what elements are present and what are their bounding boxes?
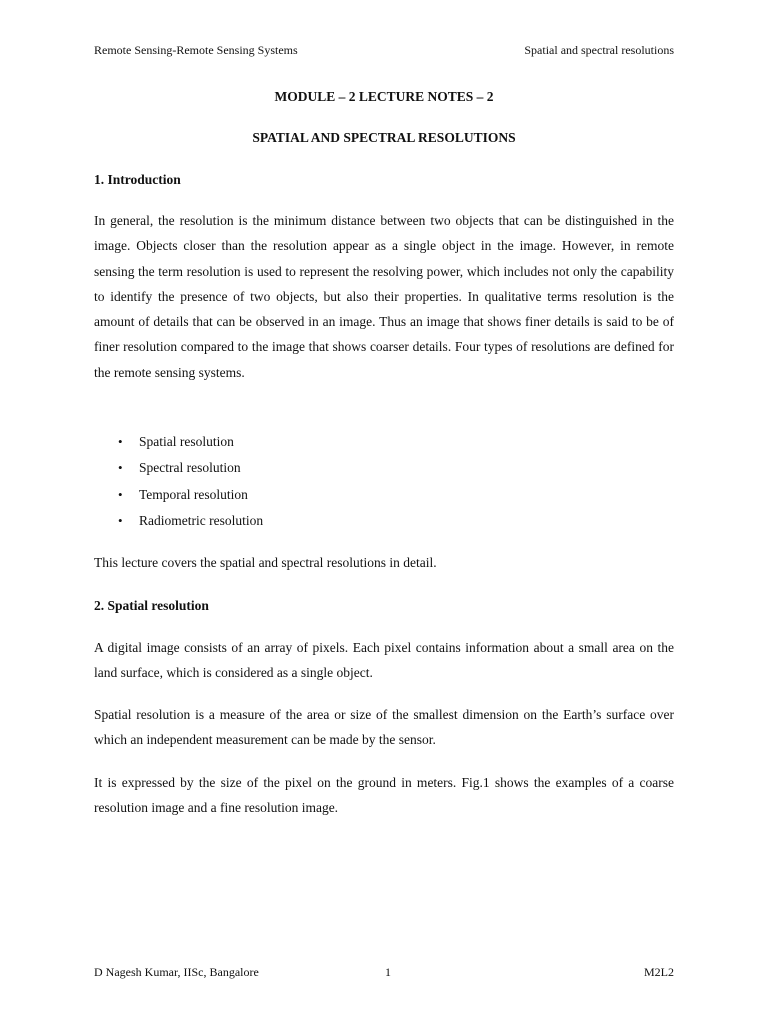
list-item-label: Radiometric resolution	[139, 512, 264, 528]
list-item	[94, 431, 674, 457]
bullet-icon: •	[118, 460, 123, 476]
introduction-closing-paragraph: This lecture covers the spatial and spectral resolutions in detail.	[94, 555, 437, 570]
spatial-paragraph-3: It is expressed by the size of the pixel on the ground in meters. Fig.1 shows the examples of a coarse resolution image and a fine resolution image.	[94, 775, 674, 816]
bullet-icon: •	[118, 434, 123, 449]
bullet-icon: •	[118, 512, 123, 528]
spatial-paragraph-1: A digital image consists of an array of pixels. Each pixel contains information about a small area on the land surface, which is considered as a single object.	[94, 640, 674, 681]
resolution-types-list	[94, 431, 674, 536]
footer-author: D Nagesh Kumar, IISc, Bangalore	[94, 965, 259, 979]
list-item-label: Spatial resolution	[139, 434, 234, 449]
section-heading-spatial-resolution: 2. Spatial resolution	[94, 598, 209, 613]
module-title: MODULE – 2 LECTURE NOTES – 2	[274, 89, 494, 104]
page-title: SPATIAL AND SPECTRAL RESOLUTIONS	[252, 130, 516, 145]
running-header-left: Remote Sensing-Remote Sensing Systems	[94, 43, 298, 57]
list-item	[94, 484, 674, 510]
spatial-paragraph-2: Spatial resolution is a measure of the area or size of the smallest dimension on the Earth’s surface over which an independent measurement can be made by the sensor.	[94, 707, 674, 748]
section-heading-introduction: 1. Introduction	[94, 172, 181, 187]
list-item-label: Spectral resolution	[139, 460, 241, 476]
introduction-paragraph: In general, the resolution is the minimum distance between two objects that can be distinguished in the image. Objects closer than the resolution appear as a single object in the image. However, in remote sensing the term resolution is used to represent the resolving power, which includes not only the capability to identify the presence of two objects, but also their properties. In qualitative terms resolution is the amount of details that can be observed in an image. Thus an image that shows finer details is said to be of finer resolution compared to the image that shows coarser details. Four types of resolutions are defined for the remote sensing systems.	[94, 213, 674, 380]
footer-lecture-code: M2L2	[644, 965, 674, 979]
list-item	[94, 457, 674, 483]
list-item	[94, 510, 674, 536]
list-item-label: Temporal resolution	[139, 486, 248, 502]
running-header-right: Spatial and spectral resolutions	[524, 43, 674, 57]
bullet-icon: •	[118, 486, 123, 502]
page-number: 1	[385, 965, 391, 979]
